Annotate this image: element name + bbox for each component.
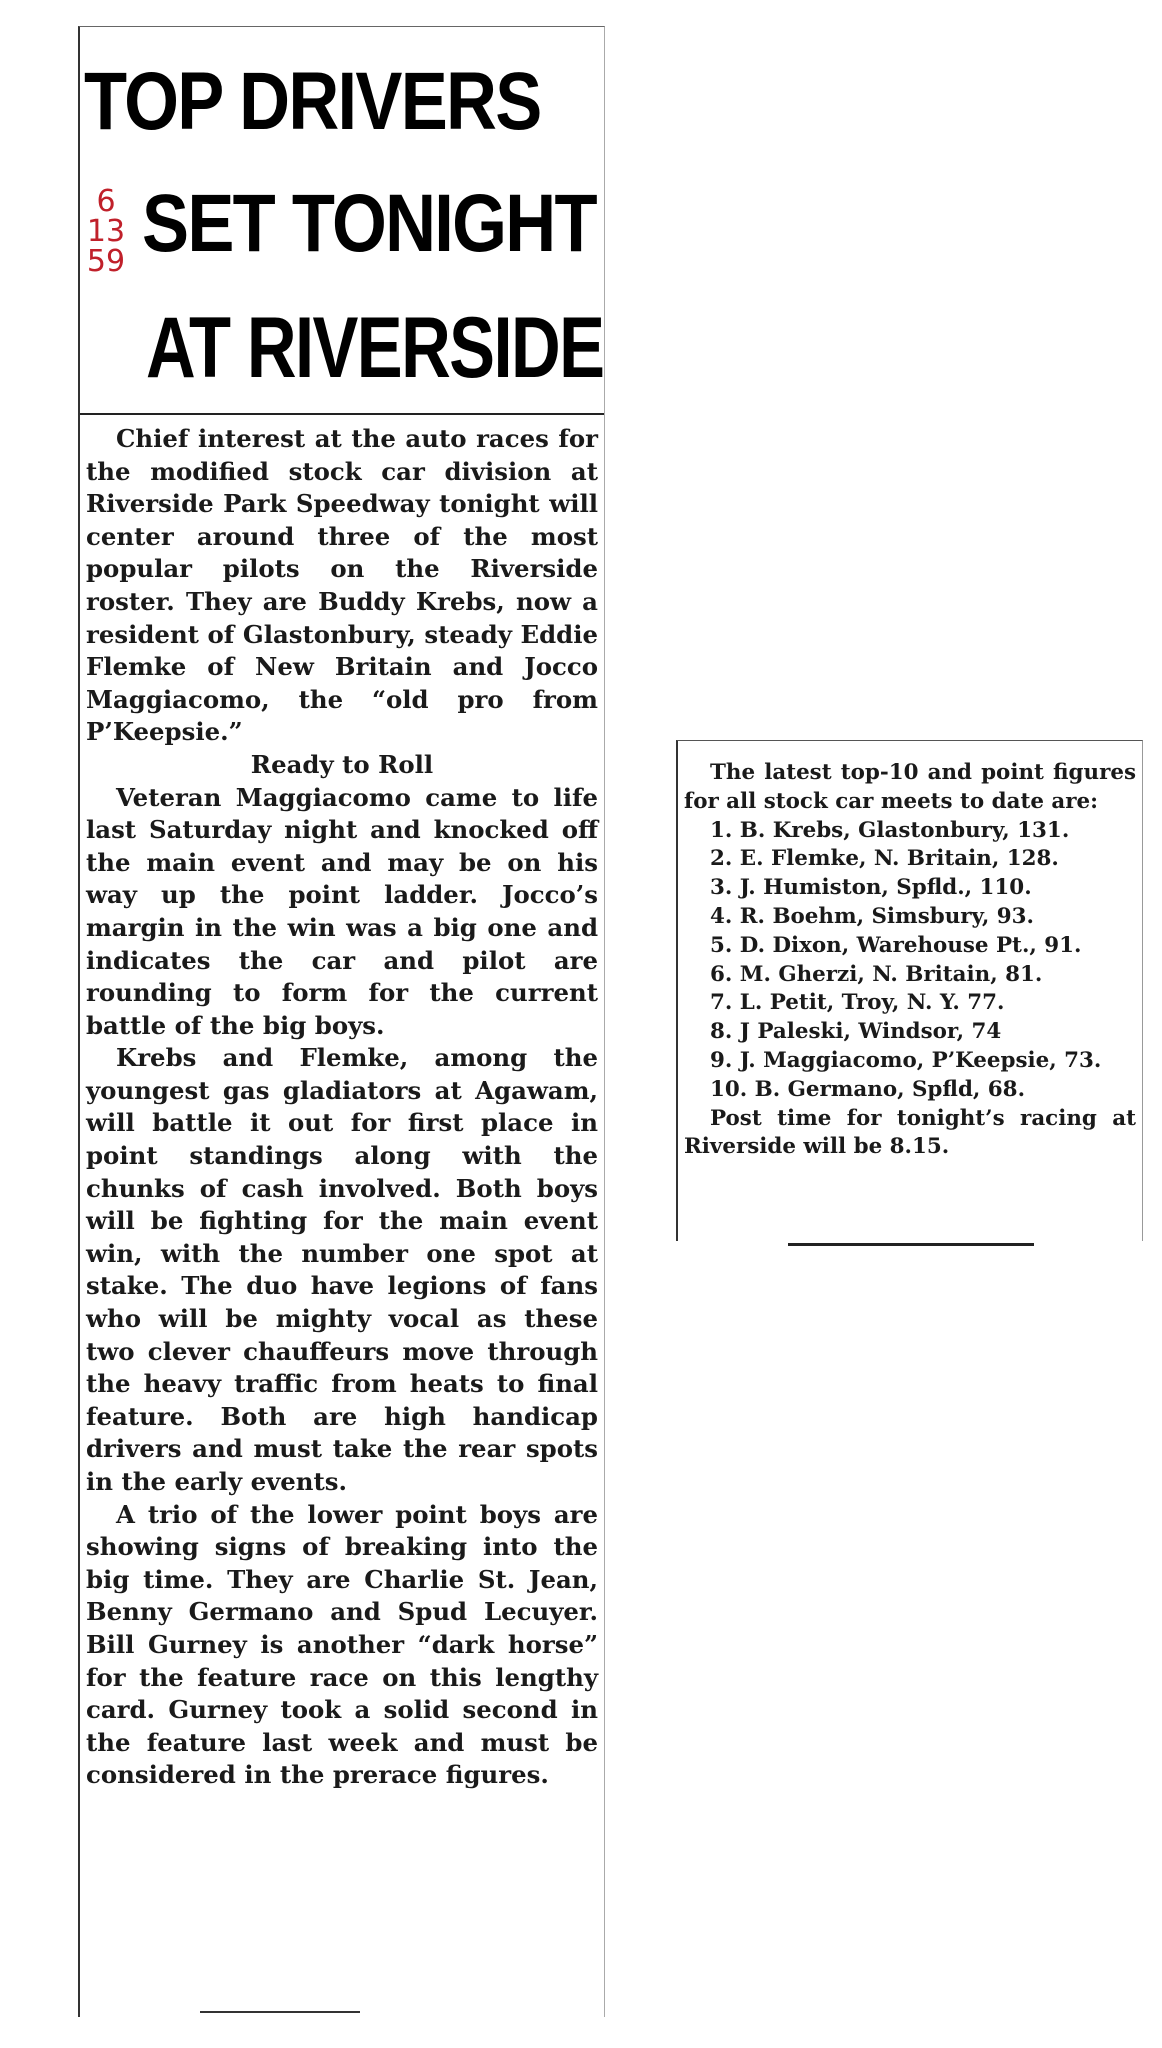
headline-line-1: TOP DRIVERS <box>84 56 541 147</box>
standings-entry: 2. E. Flemke, N. Britain, 128. <box>710 846 1059 872</box>
article-paragraph: A trio of the lower point boys are showing signs of breaking into the big time. They are Charlie St. Jean, Benny Germano and Spud Lecuyer. Bill Gurney is another “dark horse” for the feature race on this lengthy card. Gurney took a solid second in the feature last week and must be considered in the prerace figures. <box>86 1499 598 1790</box>
headline-rule <box>80 413 604 415</box>
annotation-year: 59 <box>86 244 126 279</box>
article-subhead: Ready to Roll <box>250 749 434 779</box>
article-paragraph: Krebs and Flemke, among the youngest gas gladiators at Agawam, will battle it out for first place in point standings along with the chunks of cash involved. Both boys will be fighting for the main event win, with the number one spot at stake. The duo have legions of fans who will be mighty vocal as these two clever chauffeurs move through the heavy traffic from heats to final feature. Both are high handicap drivers and must take the rear spots in the early events. <box>86 1043 598 1496</box>
article-end-rule <box>200 2011 360 2013</box>
article-paragraph: Veteran Maggiacomo came to life last Saturday night and knocked off the main event and may be on his way up the point ladder. Jocco’s margin in the win was a big one and indicates the car and pilot are rounding to form for the current battle of the big boys. <box>86 782 598 1040</box>
article-body <box>86 423 598 1792</box>
article-paragraph: Chief interest at the auto races for the modified stock car division at Riverside Park Speedway tonight will center around three of the most popular pilots on the Riverside roster. They are Buddy Krebs, now a resident of Glastonbury, steady Eddie Flemke of New Britain and Jocco Maggiacomo, the “old pro from P’Keepsie.” <box>86 424 598 747</box>
headline-line-3: AT RIVERSIDE <box>146 300 604 396</box>
standings-closing: Post time for tonight’s racing at Riverside will be 8.15. <box>684 1105 1136 1160</box>
standings-entry: 9. J. Maggiacomo, P’Keepsie, 73. <box>710 1047 1102 1073</box>
annotation-day: 13 <box>86 214 126 249</box>
standings-intro: The latest top-10 and point figures for all stock car meets to date are: <box>684 760 1136 814</box>
standings-entry: 3. J. Humiston, Spfld., 110. <box>710 875 1032 901</box>
standings-entry: 4. R. Boehm, Simsbury, 93. <box>710 903 1035 929</box>
standings-entry: 8. J Paleski, Windsor, 74 <box>710 1019 1002 1045</box>
standings-end-rule <box>788 1243 1034 1246</box>
annotation-month: 6 <box>96 184 116 219</box>
main-article-column <box>78 26 605 2017</box>
headline-line-2: SET TONIGHT <box>142 178 596 269</box>
standings-entry: 10. B. Germano, Spfld, 68. <box>710 1076 1026 1102</box>
standings-entry: 1. B. Krebs, Glastonbury, 131. <box>710 817 1070 843</box>
standings-entry: 5. D. Dixon, Warehouse Pt., 91. <box>710 932 1082 958</box>
standings-body <box>684 759 1136 1162</box>
standings-entry: 6. M. Gherzi, N. Britain, 81. <box>710 961 1043 987</box>
standings-column <box>676 740 1143 1241</box>
handwritten-date-annotation <box>76 184 136 279</box>
standings-entry: 7. L. Petit, Troy, N. Y. 77. <box>710 990 1005 1016</box>
